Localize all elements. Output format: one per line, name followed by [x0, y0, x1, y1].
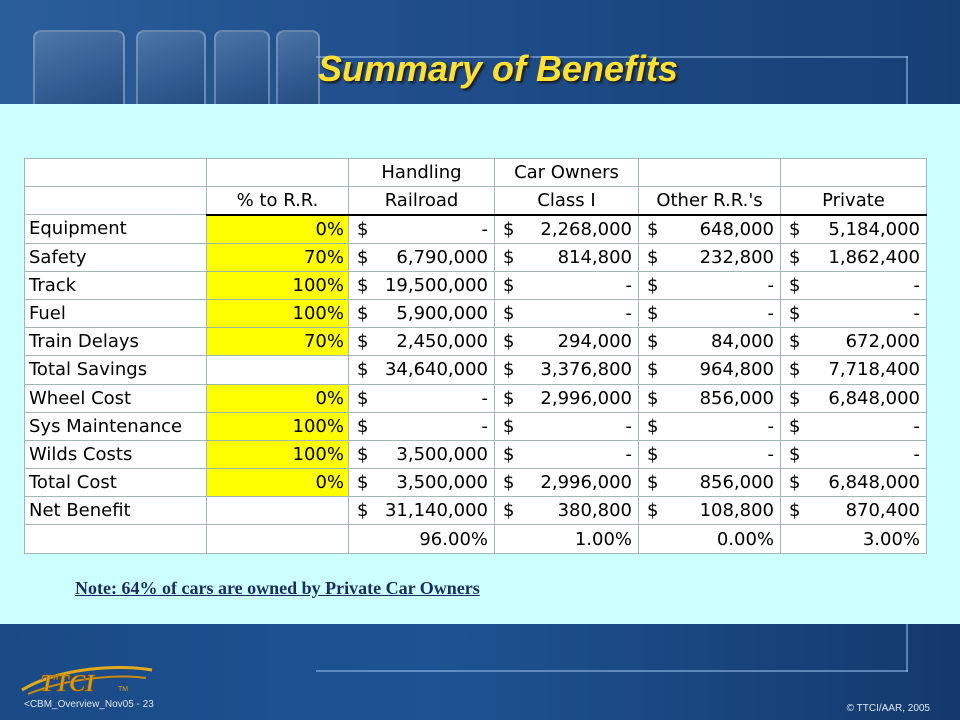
- currency-symbol: $: [647, 443, 659, 465]
- amount: 672,000: [845, 331, 920, 353]
- header-cell: [781, 159, 927, 187]
- money-cell: [495, 328, 639, 356]
- amount: 2,996,000: [540, 387, 632, 409]
- currency-symbol: $: [503, 415, 515, 437]
- row-label: Total Savings: [25, 356, 207, 384]
- rr-share-cell: 100%: [207, 440, 349, 468]
- money-cell: [781, 469, 927, 497]
- money-cell: [781, 497, 927, 525]
- header-cell: Private: [781, 187, 927, 215]
- amount: 19,500,000: [384, 274, 488, 296]
- share-cell: [25, 525, 207, 553]
- rr-share-cell: 100%: [207, 271, 349, 299]
- row-label: Track: [25, 271, 207, 299]
- money-cell: [781, 328, 927, 356]
- share-cell: 1.00%: [495, 525, 639, 553]
- share-row: [25, 525, 927, 553]
- currency-symbol: $: [789, 303, 801, 325]
- footer-copyright: © TTCI/AAR, 2005: [846, 703, 930, 714]
- amount: 856,000: [699, 472, 774, 494]
- currency-symbol: $: [789, 472, 801, 494]
- amount: 964,800: [699, 359, 774, 381]
- amount: 5,900,000: [396, 303, 488, 325]
- amount: -: [481, 218, 488, 240]
- money-cell: [349, 271, 495, 299]
- amount: 6,848,000: [828, 472, 920, 494]
- frame-line-bottom-right: [906, 624, 908, 672]
- amount: -: [767, 415, 774, 437]
- money-cell: [349, 356, 495, 384]
- currency-symbol: $: [789, 387, 801, 409]
- money-cell: [495, 384, 639, 412]
- rr-share-cell: 0%: [207, 215, 349, 243]
- rr-share-cell: 70%: [207, 328, 349, 356]
- benefits-table: [24, 158, 927, 554]
- currency-symbol: $: [789, 415, 801, 437]
- amount: 380,800: [557, 500, 632, 522]
- table-row: [25, 440, 927, 468]
- logo-text: TTCI: [40, 671, 95, 696]
- money-cell: [495, 215, 639, 243]
- row-label: Safety: [25, 243, 207, 271]
- money-cell: [495, 497, 639, 525]
- header-cell: Handling: [349, 159, 495, 187]
- amount: 3,376,800: [540, 359, 632, 381]
- money-cell: [639, 412, 781, 440]
- currency-symbol: $: [503, 274, 515, 296]
- frame-line-bottom: [316, 670, 908, 672]
- row-label: Wilds Costs: [25, 440, 207, 468]
- share-cell: [207, 525, 349, 553]
- currency-symbol: $: [503, 218, 515, 240]
- money-cell: [495, 440, 639, 468]
- amount: 34,640,000: [384, 359, 488, 381]
- amount: -: [625, 415, 632, 437]
- table-row: [25, 469, 927, 497]
- currency-symbol: $: [357, 387, 369, 409]
- amount: -: [767, 303, 774, 325]
- amount: -: [625, 303, 632, 325]
- rr-share-cell: 0%: [207, 469, 349, 497]
- amount: 294,000: [557, 331, 632, 353]
- rr-share-cell: [207, 356, 349, 384]
- header-row-2: [25, 187, 927, 215]
- currency-symbol: $: [357, 472, 369, 494]
- amount: 870,400: [845, 500, 920, 522]
- currency-symbol: $: [789, 331, 801, 353]
- table-row: [25, 356, 927, 384]
- header-cell: Other R.R.'s: [639, 187, 781, 215]
- row-label: Sys Maintenance: [25, 412, 207, 440]
- amount: 108,800: [699, 500, 774, 522]
- amount: -: [481, 387, 488, 409]
- header-cell: [25, 187, 207, 215]
- amount: 3,500,000: [396, 443, 488, 465]
- header-cell: [25, 159, 207, 187]
- currency-symbol: $: [789, 500, 801, 522]
- ttci-logo: [18, 660, 154, 696]
- amount: -: [481, 415, 488, 437]
- money-cell: [495, 469, 639, 497]
- currency-symbol: $: [503, 331, 515, 353]
- rr-share-cell: 100%: [207, 299, 349, 327]
- amount: 7,718,400: [828, 359, 920, 381]
- amount: -: [625, 443, 632, 465]
- currency-symbol: $: [357, 500, 369, 522]
- currency-symbol: $: [503, 500, 515, 522]
- header-cell: Car Owners: [495, 159, 639, 187]
- currency-symbol: $: [789, 274, 801, 296]
- amount: -: [625, 274, 632, 296]
- table-row: [25, 299, 927, 327]
- money-cell: [639, 356, 781, 384]
- currency-symbol: $: [647, 218, 659, 240]
- money-cell: [781, 271, 927, 299]
- rr-share-cell: 0%: [207, 384, 349, 412]
- amount: 5,184,000: [828, 218, 920, 240]
- amount: 3,500,000: [396, 472, 488, 494]
- currency-symbol: $: [647, 303, 659, 325]
- table-row: [25, 215, 927, 243]
- money-cell: [349, 384, 495, 412]
- money-cell: [639, 497, 781, 525]
- header-cell: % to R.R.: [207, 187, 349, 215]
- money-cell: [639, 243, 781, 271]
- currency-symbol: $: [647, 331, 659, 353]
- amount: 2,996,000: [540, 472, 632, 494]
- money-cell: [781, 243, 927, 271]
- money-cell: [639, 384, 781, 412]
- currency-symbol: $: [357, 359, 369, 381]
- currency-symbol: $: [789, 443, 801, 465]
- currency-symbol: $: [647, 415, 659, 437]
- table-row: [25, 328, 927, 356]
- amount: 31,140,000: [384, 500, 488, 522]
- currency-symbol: $: [789, 359, 801, 381]
- money-cell: [781, 440, 927, 468]
- amount: 6,848,000: [828, 387, 920, 409]
- table-row: [25, 243, 927, 271]
- amount: -: [913, 274, 920, 296]
- rr-share-cell: 70%: [207, 243, 349, 271]
- footer-slide-id: <CBM_Overview_Nov05 - 23: [24, 699, 154, 710]
- rr-share-cell: 100%: [207, 412, 349, 440]
- currency-symbol: $: [647, 500, 659, 522]
- row-label: Total Cost: [25, 469, 207, 497]
- money-cell: [495, 299, 639, 327]
- amount: 648,000: [699, 218, 774, 240]
- header-cell: Class I: [495, 187, 639, 215]
- currency-symbol: $: [789, 218, 801, 240]
- header-row-1: [25, 159, 927, 187]
- row-label: Equipment: [25, 215, 207, 243]
- amount: 2,450,000: [396, 331, 488, 353]
- row-label: Train Delays: [25, 328, 207, 356]
- currency-symbol: $: [357, 246, 369, 268]
- currency-symbol: $: [503, 246, 515, 268]
- logo-tm: TM: [118, 686, 129, 693]
- amount: -: [767, 274, 774, 296]
- money-cell: [349, 497, 495, 525]
- money-cell: [639, 328, 781, 356]
- money-cell: [349, 243, 495, 271]
- money-cell: [781, 215, 927, 243]
- money-cell: [781, 412, 927, 440]
- money-cell: [349, 440, 495, 468]
- money-cell: [781, 384, 927, 412]
- money-cell: [639, 469, 781, 497]
- money-cell: [781, 356, 927, 384]
- header-cell: Railroad: [349, 187, 495, 215]
- amount: 6,790,000: [396, 246, 488, 268]
- amount: 84,000: [711, 331, 774, 353]
- table-row: [25, 271, 927, 299]
- currency-symbol: $: [647, 472, 659, 494]
- currency-symbol: $: [357, 274, 369, 296]
- header-cell: [207, 159, 349, 187]
- rr-share-cell: [207, 497, 349, 525]
- amount: 1,862,400: [828, 246, 920, 268]
- amount: 814,800: [557, 246, 632, 268]
- currency-symbol: $: [789, 246, 801, 268]
- money-cell: [639, 440, 781, 468]
- currency-symbol: $: [357, 218, 369, 240]
- currency-symbol: $: [647, 274, 659, 296]
- table-row: [25, 497, 927, 525]
- amount: 232,800: [699, 246, 774, 268]
- amount: 2,268,000: [540, 218, 632, 240]
- money-cell: [349, 412, 495, 440]
- table-row: [25, 412, 927, 440]
- currency-symbol: $: [503, 387, 515, 409]
- row-label: Fuel: [25, 299, 207, 327]
- money-cell: [495, 271, 639, 299]
- amount: 856,000: [699, 387, 774, 409]
- amount: -: [767, 443, 774, 465]
- money-cell: [495, 412, 639, 440]
- money-cell: [349, 299, 495, 327]
- amount: -: [913, 303, 920, 325]
- currency-symbol: $: [503, 443, 515, 465]
- currency-symbol: $: [647, 387, 659, 409]
- amount: -: [913, 415, 920, 437]
- ownership-note: Note: 64% of cars are owned by Private Car Owners: [75, 578, 480, 598]
- money-cell: [781, 299, 927, 327]
- currency-symbol: $: [357, 415, 369, 437]
- currency-symbol: $: [503, 359, 515, 381]
- money-cell: [495, 356, 639, 384]
- money-cell: [639, 215, 781, 243]
- currency-symbol: $: [647, 359, 659, 381]
- table-row: [25, 384, 927, 412]
- currency-symbol: $: [357, 303, 369, 325]
- row-label: Wheel Cost: [25, 384, 207, 412]
- money-cell: [639, 299, 781, 327]
- currency-symbol: $: [503, 303, 515, 325]
- header-cell: [639, 159, 781, 187]
- row-label: Net Benefit: [25, 497, 207, 525]
- money-cell: [349, 328, 495, 356]
- money-cell: [349, 469, 495, 497]
- money-cell: [495, 243, 639, 271]
- money-cell: [639, 271, 781, 299]
- slide-title: Summary of Benefits: [317, 48, 679, 89]
- share-cell: 96.00%: [349, 525, 495, 553]
- currency-symbol: $: [647, 246, 659, 268]
- currency-symbol: $: [503, 472, 515, 494]
- currency-symbol: $: [357, 443, 369, 465]
- currency-symbol: $: [357, 331, 369, 353]
- amount: -: [913, 443, 920, 465]
- share-cell: 0.00%: [639, 525, 781, 553]
- money-cell: [349, 215, 495, 243]
- share-cell: 3.00%: [781, 525, 927, 553]
